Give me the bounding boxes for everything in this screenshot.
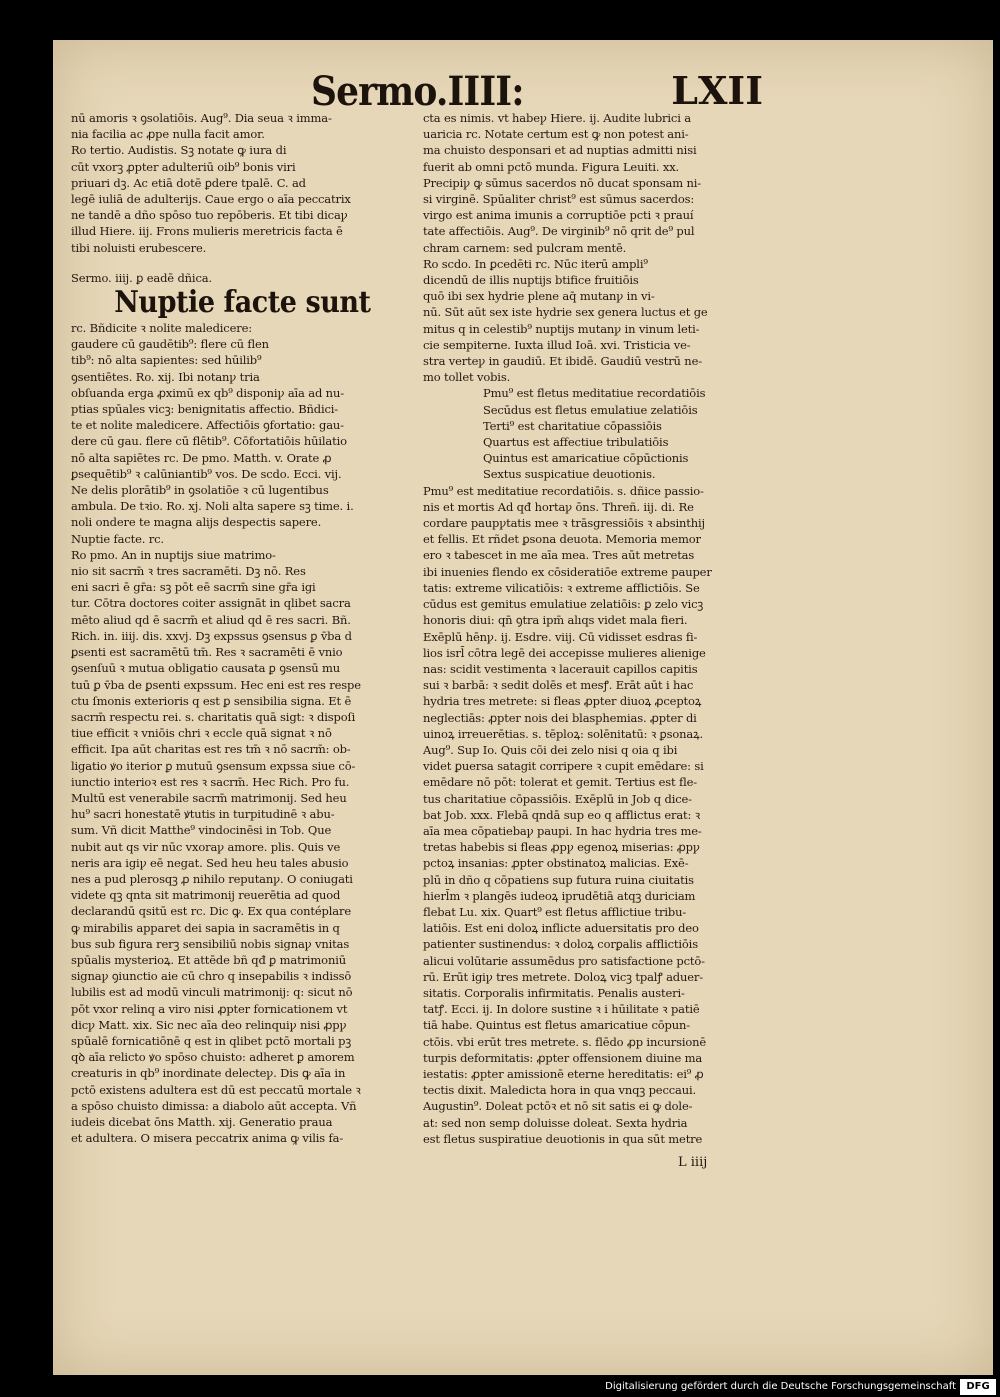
- text-line: hu⁹ sacri honestatē ꝟtutis in turpitudinē ꝛ abu-: [71, 807, 335, 822]
- text-line: sitatis. Corporalis infirmitatis. Penalis austeri-: [423, 985, 685, 1000]
- text-line: cūt vxorꝫ ꝓpter adulteriū oib⁹ bonis viri: [71, 159, 296, 174]
- running-title: Sermo.IIII:: [311, 68, 524, 115]
- text-line: priuari dꝫ. Ac etiā dotē ꝑdere tpalē. C. ad: [71, 175, 306, 190]
- text-line: Sermo. iiij. ꝑ eadē dñica.: [71, 270, 212, 285]
- text-line: et fellis. Et rñdet ꝑsona deuota. Memoria memor: [423, 532, 701, 547]
- text-line: uaricia rc. Notate certum est ꝙ non potest ani-: [423, 127, 689, 142]
- text-line: nes a pud plerosqꝫ ꝓ nihilo reputanꝩ. O coniugati: [71, 871, 353, 886]
- text-line: quō ibi sex hydrie plene aq̄ mutanꝩ in vi-: [423, 289, 655, 304]
- text-line: tiā habe. Quintus est fletus amaricatiue cōpun-: [423, 1018, 690, 1033]
- text-line: Pmu⁹ est fletus meditatiue recordatiōis: [483, 386, 706, 401]
- text-line: pctō existens adultera est dū est peccatū mortale ꝛ: [71, 1082, 361, 1097]
- text-line: ꝙ mirabilis apparet dei sapia in sacramētis in q: [71, 920, 340, 935]
- text-line: sacrm̄ respectu rei. s. charitatis quā sigt: ꝛ dispoſi: [71, 709, 356, 724]
- text-line: ctōis. vbi erūt tres metrete. s. flēdo ꝓp incursionē: [423, 1034, 707, 1049]
- sermon-title: Nuptie facte sunt: [114, 285, 371, 321]
- text-line: alicui volūtarie assumēdus pro satisfactione pctō-: [423, 953, 705, 968]
- text-line: Pmu⁹ est meditatiue recordatiōis. s. dñice passio-: [423, 483, 704, 498]
- text-line: a spōso chuisto dimissa: a diabolo aūt accepta. Vñ: [71, 1098, 357, 1113]
- text-line: Exēplū hēnꝩ. ij. Esdre. viij. Cū vidisset esdras fi-: [423, 629, 698, 644]
- text-line: Quartus est affectiue tribulatiōis: [483, 435, 669, 450]
- text-line: Nuptie facte. rc.: [71, 531, 164, 546]
- text-line: Aug⁹. Sup Io. Quis cōi dei zelo nisi q oia q ibi: [423, 742, 678, 757]
- text-line: tuū ꝑ v̄ba de ꝑsenti expssum. Hec eni est res respe: [71, 677, 361, 692]
- text-line: bat Job. xxx. Flebā qndā sup eo q afflictus erat: ꝛ: [423, 807, 701, 822]
- text-line: pctoꝝ insanias: ꝓpter obstinatoꝝ malicias. Exē-: [423, 856, 689, 871]
- text-line: cie sempiterne. Iuxta illud Ioā. xvi. Tristicia ve-: [423, 337, 691, 352]
- text-line: latiōis. Est eni doloꝝ inflicte aduersitatis pro deo: [423, 921, 699, 936]
- text-line: nū amoris ꝛ ꝯsolatiōis. Aug⁹. Dia seua ꝛ imma-: [71, 111, 332, 125]
- text-line: gaudere cū gaudētib⁹: flere cū flen: [71, 337, 269, 352]
- text-line: cūdus est gemitus emulatiue zelatiōis: ꝑ zelo vicꝫ: [423, 597, 704, 612]
- text-line: neris ara igiꝩ eē negat. Sed heu heu tales abusio: [71, 855, 349, 870]
- text-line: Secūdus est fletus emulatiue zelatiōis: [483, 402, 698, 417]
- text-line: mo tollet vobis.: [423, 370, 511, 385]
- text-line: qꝺ aīa relicto ꝟo spōso chuisto: adheret ꝑ amorem: [71, 1050, 355, 1065]
- text-line: illud Hiere. iij. Frons mulieris meretricis facta ē: [71, 224, 343, 239]
- text-line: ambula. De tꝛio. Ro. xj. Noli alta sapere sꝫ time. i.: [71, 499, 354, 514]
- text-line: emēdare nō pōt: tolerat et gemit. Tertius est fle-: [423, 775, 697, 790]
- text-line: ma chuisto desponsari et ad nuptias admitti nisi: [423, 143, 697, 158]
- text-line: spūalē fornicatiōnē q est in qlibet pctō mortali pꝫ: [71, 1033, 352, 1048]
- folio-number: LXII: [671, 68, 763, 113]
- funding-credit: Digitalisierung gefördert durch die Deutsche Forschungsgemeinschaft: [605, 1381, 956, 1392]
- text-line: ero ꝛ tabescet in me aīa mea. Tres aūt metretas: [423, 548, 695, 563]
- right-text-column: [423, 110, 756, 1147]
- text-line: videt ꝑuersa satagit corripere ꝛ cupit emēdare: si: [423, 759, 704, 774]
- text-line: ꝯsenſuū ꝛ mutua obligatio causata ꝑ ꝯsensū mu: [71, 661, 340, 676]
- text-line: rū. Erūt igiꝩ tres metrete. Doloꝝ vicꝫ tpalꝭ aduer-: [423, 969, 704, 984]
- text-line: te et nolite maledicere. Affectiōis ꝯfortatio: gau-: [71, 418, 344, 433]
- text-line: mitus q in celestib⁹ nuptijs mutanꝩ in vinum leti-: [423, 321, 700, 336]
- signature-mark: L iiij: [678, 1155, 708, 1170]
- text-line: Ne delis plorātib⁹ in ꝯsolatiōe ꝛ cū lugentibus: [71, 483, 329, 498]
- text-line: Quintus est amaricatiue cōpūctionis: [483, 451, 689, 466]
- text-line: ptias spūales vicꝫ: benignitatis affectio. Bñdici-: [71, 402, 339, 417]
- book-page: [53, 40, 993, 1375]
- text-line: spūalis mysterioꝝ. Et attēde bñ qđ ꝑ matrimoniū: [71, 952, 346, 967]
- text-line: uinoꝝ irreuerētias. s. tēploꝝ: solēnitatū: ꝛ ꝑsonaꝝ.: [423, 726, 704, 741]
- text-line: signaꝩ ꝯiunctio aie cū chro q insepabilis ꝛ indissō: [71, 969, 352, 984]
- text-line: virgo est anima imunis a corruptiōe pcti ꝛ prauí: [423, 208, 694, 223]
- dfg-logo: DFG: [960, 1379, 996, 1395]
- text-line: tate affectiōis. Aug⁹. De virginib⁹ nō qrit de⁹ pul: [423, 224, 695, 239]
- text-line: et adultera. O misera peccatrix anima ꝙ vilis fa-: [71, 1131, 344, 1146]
- paragraph-gap: [71, 256, 404, 270]
- text-line: creaturis in qb⁹ inordinate delecteꝩ. Dis ꝙ aīa in: [71, 1066, 346, 1081]
- text-line: nas: scidit vestimenta ꝛ lacerauit capillos capitis: [423, 661, 698, 676]
- text-line: nis et mortis Ad qđ hortaꝩ ōns. Threñ. iij. di. Re: [423, 499, 694, 514]
- text-line: eni sacri ē gr̄a: sꝫ pōt eē sacrm̄ sine gr̄a igi: [71, 580, 316, 595]
- text-line: hydria tres metrete: si fleas ꝓpter diuoꝝ ꝓceptoꝝ: [423, 694, 702, 709]
- text-line: rc. Bñdicite ꝛ nolite maledicere:: [71, 321, 252, 336]
- text-line: iudeis dicebat ōns Matth. xij. Generatio praua: [71, 1114, 333, 1129]
- text-line: patienter sustinendus: ꝛ doloꝝ corꝑalis afflictiōis: [423, 937, 698, 952]
- digitization-footer: [0, 1378, 1000, 1397]
- text-line: tus charitatiue cōpassiōis. Exēplū in Job q dice-: [423, 791, 692, 806]
- text-line: Augustin⁹. Doleat pctōꝛ et nō sit satis ei ꝙ dole-: [423, 1099, 693, 1114]
- text-line: sum. Vñ dicit Matthe⁹ vindocinēsi in Tob. Que: [71, 823, 332, 838]
- text-line: est fletus suspiratiue deuotionis in qua sūt metre: [423, 1131, 703, 1146]
- text-line: mēto aliud qd ē sacrm̄ et aliud qd ē res sacri. Bñ.: [71, 612, 351, 627]
- text-line: ibi inuenies flendo ex cōsideratiōe extreme pauper: [423, 564, 712, 579]
- text-line: dere cū gau. flere cū flētib⁹. Cōfortatiōis hūilatio: [71, 434, 347, 449]
- text-line: ꝯsentiētes. Ro. xij. Ibi notanꝩ tria: [71, 369, 260, 384]
- text-line: tiue efficit ꝛ vniōis chri ꝛ eccle quā signat ꝛ nō: [71, 726, 332, 741]
- text-line: tectis dixit. Maledicta hora in qua vnqꝫ peccaui.: [423, 1083, 697, 1098]
- text-line: neglectiās: ꝓpter nois dei blasphemias. ꝓpter di: [423, 710, 697, 725]
- text-line: honoris diui: qn̄ ꝯtra ipm̄ alıqs videt mala fieri.: [423, 613, 688, 628]
- text-line: tur. Cōtra doctores coiter assignāt in qlibet sacra: [71, 596, 351, 611]
- text-line: aīa mea cōpatiebaꝩ paupi. In hac hydria tres me-: [423, 823, 702, 838]
- text-line: tatis: extreme vilicatiōis: ꝛ extreme afflictiōis. Se: [423, 580, 700, 595]
- text-line: tibi noluisti erubescere.: [71, 240, 207, 255]
- text-line: ꝑsequētib⁹ ꝛ calūniantib⁹ vos. De scdo. Ecci. vij.: [71, 466, 342, 481]
- text-line: chram carnem: sed pulcram mentē.: [423, 240, 627, 255]
- text-line: ligatio ꝟo iterior ꝑ mutuū ꝯsensum expssa siue cō-: [71, 758, 356, 773]
- text-line: Ro tertio. Audistis. Sꝫ notate ꝙ iura di: [71, 143, 287, 158]
- text-line: tib⁹: nō alta sapientes: sed hūilib⁹: [71, 353, 262, 368]
- text-line: tatꝭ. Ecci. ij. In dolore sustine ꝛ i hūilitate ꝛ patiē: [423, 1002, 700, 1017]
- text-line: lubilis est ad modū vinculi matrimonij: q: sicut nō: [71, 985, 353, 1000]
- text-line: turpis deformitatis: ꝓpter offensionem diuine ma: [423, 1050, 703, 1065]
- text-line: Multū est venerabile sacrm̄ matrimonij. Sed heu: [71, 790, 347, 805]
- text-line: stra verteꝩ in gaudiū. Et ibidē. Gaudiū vestrū ne-: [423, 354, 702, 369]
- text-line: bus sub figura rerꝫ sensibiliū nobis signaꝩ vnitas: [71, 936, 350, 951]
- text-line: noli ondere te magna alijs despectis sapere.: [71, 515, 322, 530]
- text-line: iunctio interioꝛ est res ꝛ sacrm̄. Hec Rich. Pro fu.: [71, 774, 350, 789]
- text-line: flebat Lu. xix. Quart⁹ est fletus afflictiue tribu-: [423, 904, 687, 919]
- text-line: nio sit sacrm̄ ꝛ tres sacramēti. Dꝫ nō. Res: [71, 564, 306, 579]
- text-line: nō alta sapiētes rc. De pmo. Matth. v. Orate ꝓ: [71, 450, 332, 465]
- text-line: lios isrl̄ cōtra legē dei accepisse mulieres alienige: [423, 645, 706, 660]
- text-line: nubit aut qs vir nūc vxoraꝩ amore. plis. Quis ve: [71, 839, 341, 854]
- text-line: dicendū de illis nuptijs btifice fruitiōis: [423, 273, 639, 288]
- text-line: nū. Sūt aūt sex iste hydrie sex genera luctus et ge: [423, 305, 708, 320]
- text-line: Ro pmo. An in nuptijs siue matrimo-: [71, 547, 276, 562]
- text-line: ctu ſmonis exterioris q est ꝑ sensibilia signa. Et ē: [71, 693, 352, 708]
- text-line: tretas habebis si fleas ꝓpꝩ egenoꝝ miserias: ꝓpꝩ: [423, 840, 700, 855]
- text-line: fuerit ab omni pctō munda. Figura Leuiti. xx.: [423, 159, 680, 174]
- text-line: legē iuliā de adulterijs. Caue ergo o aīa peccatrix: [71, 192, 351, 207]
- text-line: Terti⁹ est charitatiue cōpassiōis: [483, 418, 662, 433]
- text-line: at: sed non semp doluisse doleat. Sexta hydria: [423, 1115, 688, 1130]
- text-line: pōt vxor relinq a viro nisi ꝓpter fornicationem vt: [71, 1001, 348, 1016]
- text-line: cta es nimis. vt habeꝩ Hiere. ij. Audite lubrici a: [423, 111, 691, 125]
- text-line: Sextus suspicatiue deuotionis.: [483, 467, 656, 482]
- text-line: si virginē. Spūaliter christ⁹ est sūmus sacerdos:: [423, 192, 695, 207]
- text-line: Ro scdo. In ꝑcedēti rc. Nūc iterū ampli⁹: [423, 256, 648, 271]
- left-text-column: [71, 110, 404, 1146]
- text-line: dicꝩ Matt. xix. Sic nec aīa deo relinquiꝩ nisi ꝓpꝩ: [71, 1017, 347, 1032]
- text-line: sui ꝛ barbā: ꝛ sedit dolēs et mesꝭ. Erāt aūt i hac: [423, 678, 694, 693]
- text-line: iestatis: ꝓpter amissionē eterne hereditatis: ei⁹ ꝓ: [423, 1066, 704, 1081]
- text-line: ne tandē a dño spōso tuo repōberis. Et tibi dicaꝩ: [71, 208, 348, 223]
- text-line: Precipiꝩ ꝙ sūmus sacerdos nō ducat sponsam ni-: [423, 175, 701, 190]
- text-line: hierl̄m ꝛ plangēs iudeoꝝ iprudētiā atqꝫ duriciam: [423, 888, 696, 903]
- text-line: ꝑsenti est sacramētū tm̄. Res ꝛ sacramēti ē vnio: [71, 645, 343, 660]
- text-line: efficit. Ipa aūt charitas est res tm̄ ꝛ nō sacrm̄: ob-: [71, 742, 351, 757]
- text-line: cordare paupꝩtatis mee ꝛ trāsgressiōis ꝛ absinthij: [423, 516, 705, 531]
- text-line: obſuanda erga ꝓximū ex qb⁹ disponiꝩ aīa ad nu-: [71, 385, 344, 400]
- text-line: plū in dño q cōpatiens sup futura ruina ciuitatis: [423, 872, 694, 887]
- text-line: Rich. in. iiij. dis. xxvj. Dꝫ expssus ꝯsensus ꝑ v̄ba d: [71, 628, 352, 643]
- text-line: declarandū qsitū est rc. Dic ꝙ. Ex qua contéplare: [71, 904, 351, 919]
- text-line: nia facilia ac ꝓpe nulla facit amor.: [71, 127, 265, 142]
- text-line: videte qꝫ qnta sit matrimonij reuerētia ad quod: [71, 888, 341, 903]
